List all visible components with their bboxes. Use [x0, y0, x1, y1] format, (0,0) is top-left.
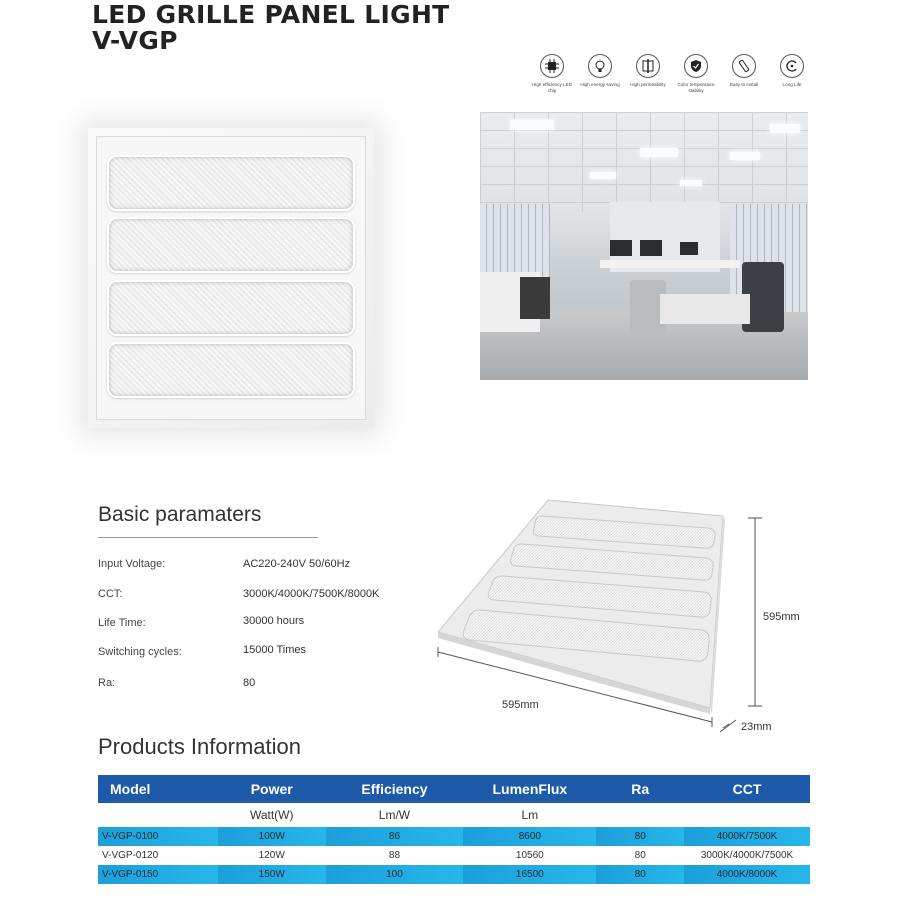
title-line-1: LED GRILLE PANEL LIGHT: [92, 0, 450, 29]
param-value: AC220-240V 50/60Hz: [243, 558, 351, 570]
page-title: [92, 2, 450, 54]
col-lumen-flux: LumenFlux: [463, 775, 596, 803]
params-heading: Basic paramaters: [98, 503, 262, 526]
depth-dimension: 23mm: [741, 721, 772, 733]
param-label: Life Time:: [98, 617, 146, 629]
param-value: 3000K/4000K/7500K/8000K: [243, 588, 380, 600]
feature-long-life: Long Life: [768, 54, 816, 88]
ceiling-light: [730, 152, 760, 160]
table-header-row: [98, 775, 810, 803]
monitor: [680, 242, 698, 255]
param-value: 80: [243, 677, 256, 689]
ceiling-light: [590, 172, 616, 179]
led-chip-icon: [540, 54, 564, 78]
monitor: [640, 240, 662, 256]
desk-drawers: [660, 294, 750, 324]
param-label: Ra:: [98, 677, 116, 689]
param-label: CCT:: [98, 588, 123, 600]
feature-energy: High energy saving: [576, 54, 624, 88]
param-value: 15000 Times: [243, 644, 306, 656]
units-row: Watt(W) Lm/W Lm: [249, 808, 539, 822]
ceiling-light: [770, 124, 800, 133]
install-icon: [732, 54, 756, 78]
table-row: V-VGP-0100 100W 86 8600 80 4000K/7500K: [98, 827, 810, 846]
divider: [98, 537, 318, 538]
param-value: 30000 hours: [243, 615, 305, 627]
products-heading: Products Information: [98, 734, 301, 759]
office-scene-photo: [480, 112, 808, 380]
light-bar: [107, 217, 355, 273]
ceiling-light: [510, 120, 554, 130]
param-label: Input Voltage:: [98, 558, 166, 570]
feature-led-chip: High efficiency LED chip: [528, 54, 576, 94]
title-line-2: V-VGP: [92, 26, 178, 55]
permeability-icon: [636, 54, 660, 78]
light-bar: [107, 342, 355, 398]
table-row: V-VGP-0120 120W 88 10560 80 3000K/4000K/7500K: [102, 850, 794, 861]
products-table: [98, 775, 810, 884]
life-icon: [780, 54, 804, 78]
dimension-lines: [430, 510, 790, 740]
product-photo: [88, 128, 374, 428]
width-dimension: 595mm: [502, 699, 539, 711]
light-bar: [107, 155, 355, 211]
col-efficiency: Efficiency: [326, 775, 464, 803]
feature-permeability: High permeability: [624, 54, 672, 88]
col-ra: Ra: [596, 775, 684, 803]
table-row: V-VGP-0150 150W 100 16500 80 4000K/8000K: [98, 865, 810, 884]
param-label: Switching cycles:: [98, 646, 182, 658]
monitor: [610, 240, 632, 256]
feature-icons: [528, 54, 814, 104]
col-model: Model: [98, 775, 218, 803]
height-dimension: 595mm: [763, 611, 800, 623]
feature-color-stability: Color temperature stability: [672, 54, 720, 94]
bulb-icon: [588, 54, 612, 78]
ceiling-light: [640, 148, 678, 157]
feature-easy-install: Easy to install: [720, 54, 768, 88]
ceiling-light: [680, 180, 702, 186]
light-bar: [107, 280, 355, 336]
col-cct: CCT: [684, 775, 810, 803]
desk: [600, 260, 740, 268]
col-power: Power: [218, 775, 326, 803]
shield-icon: [684, 54, 708, 78]
panel-frame: [96, 136, 366, 420]
cabinet-shelf: [520, 277, 550, 319]
